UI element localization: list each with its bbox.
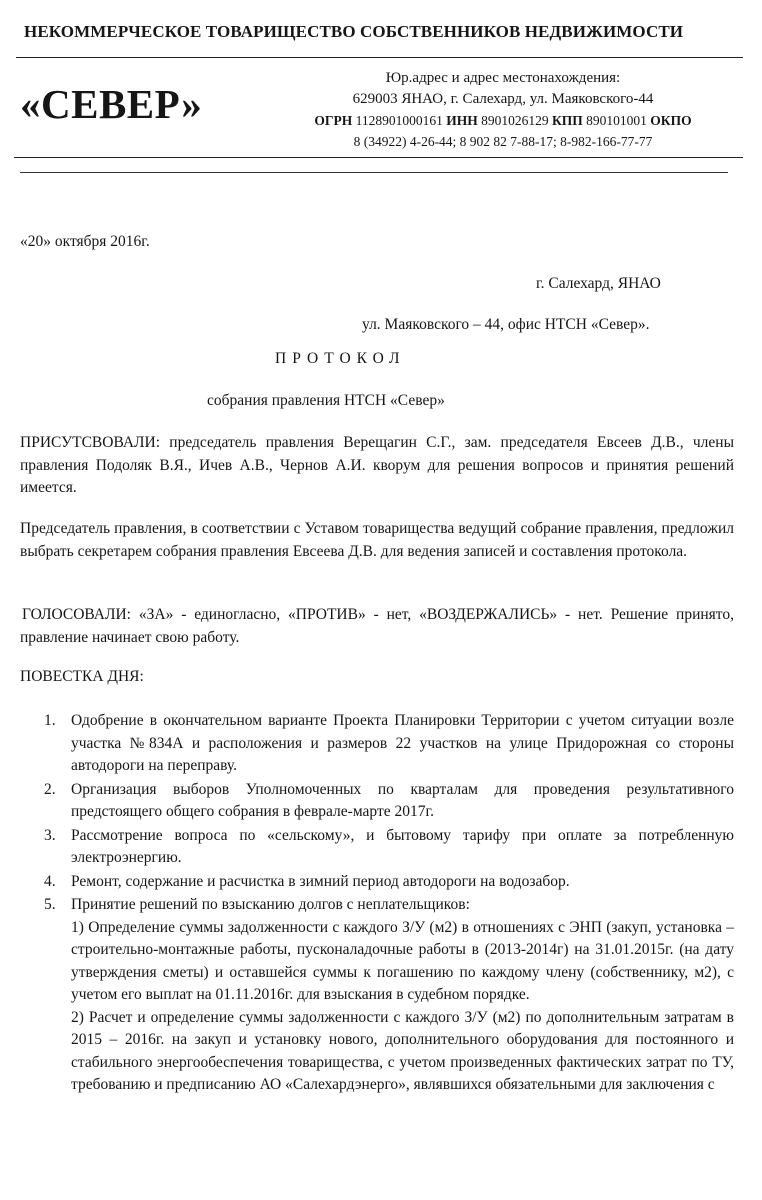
agenda-item-number: 3. (44, 826, 56, 844)
secretary-paragraph: Председатель правления, в соответствии с Уставом товарищества ведущий собрание правления, предложил выбрать секретарем собрания правления Евсеева Д.В. для ведения записей и составления протокола. (20, 520, 734, 560)
agenda-item-number: 5. (44, 896, 56, 913)
agenda-item-text: Ремонт, содержание и расчистка в зимний период автодороги на водозабор. (71, 872, 570, 890)
header-divider-thin (20, 172, 728, 173)
agenda-item (44, 825, 734, 870)
agenda-item-number: 4. (44, 872, 56, 890)
agenda-list (44, 710, 734, 1098)
agenda-item-number: 1. (44, 712, 56, 729)
agenda-item (44, 710, 734, 778)
document-subtitle: собрания правления НТСН «Север» (207, 392, 445, 409)
agenda-item-number: 2. (44, 780, 56, 798)
attendees-paragraph: ПРИСУТСВОВАЛИ: председатель правления Верещагин С.Г., зам. председателя Евсеев Д.В., члены правления Подоляк В.Я., Ичев А.В., Чернов А.И. кворум для решения вопросов и принятия решений имеется. (20, 434, 734, 496)
header-divider-bottom (14, 157, 743, 158)
organization-logo-text: «СЕВЕР» (20, 81, 203, 127)
registration-codes: ОГРН 1128901000161 ИНН 8901026129 КПП 890101001 ОКПО (314, 113, 692, 128)
agenda-item-5-heading: Принятие решений по взысканию долгов с неплательщиков: (71, 896, 470, 913)
agenda-heading: ПОВЕСТКА ДНЯ: (20, 668, 144, 685)
agenda-sub-item: 2) Расчет и определение суммы задолженности с каждого З/У (м2) по дополнительным затратам в 2015 – 2016г. на закуп и установку нового, дополнительного оборудования для постоянного и стабильного энергообеспечения товарищества, с учетом произведенных фактических затрат по ТУ, требованию и предписанию АО «Салехардэнерго», являвшихся обязательными для заключения с (71, 1008, 734, 1093)
document-title: ПРОТОКОЛ (275, 350, 406, 367)
agenda-item-text (71, 894, 734, 1097)
document-date: «20» октября 2016г. (20, 233, 150, 250)
phone-numbers: 8 (34922) 4-26-44; 8 902 82 7-88-17; 8-982-166-77-77 (353, 134, 653, 149)
agenda-sub-items (71, 917, 734, 1097)
organization-requisites (268, 68, 738, 152)
organization-name: НЕКОММЕРЧЕСКОЕ ТОВАРИЩЕСТВО СОБСТВЕННИКОВ НЕДВИЖИМОСТИ (24, 22, 684, 41)
agenda-item-text: Рассмотрение вопроса по «сельскому», и бытовому тарифу при оплате за потребленную электроэнергию. (71, 826, 734, 866)
address-line: 629003 ЯНАО, г. Салехард, ул. Маяковского-44 (352, 91, 654, 107)
agenda-item (44, 779, 734, 824)
document-city: г. Салехард, ЯНАО (536, 275, 661, 292)
address-title: Юр.адрес и адрес местонахождения: (385, 70, 621, 86)
agenda-sub-item: 1) Определение суммы задолженности с каждого З/У (м2) в отношениях с ЭНП (закуп, установка – строительно-монтажные работы, пусконаладочные работы в (2013-2014г) на 31.01.2015г. (на дату утверждения сметы) и оставшейся суммы к погашению по каждому члену (собственнику, м2), с учетом его выплат на 01.11.2016г. для взыскания в судебном порядке. (71, 918, 734, 1003)
agenda-item (44, 871, 734, 894)
document-place: ул. Маяковского – 44, офис НТСН «Север». (362, 316, 650, 333)
vote-paragraph: ГОЛОСОВАЛИ: «ЗА» - единогласно, «ПРОТИВ» - нет, «ВОЗДЕРЖАЛИСЬ» - нет. Решение принято, правление начинает свою работу. (20, 606, 734, 646)
agenda-item (44, 894, 734, 1097)
agenda-item-text: Организация выборов Уполномоченных по кварталам для проведения результативного предстоящего общего собрания в феврале-марте 2017г. (71, 780, 734, 820)
agenda-item-text: Одобрение в окончательном варианте Проекта Планировки Территории с учетом ситуации возле участка №834А и расположения и размеров 22 участков на улице Придорожная со стороны автодороги на переправу. (71, 712, 734, 774)
header-divider-top (16, 57, 743, 58)
